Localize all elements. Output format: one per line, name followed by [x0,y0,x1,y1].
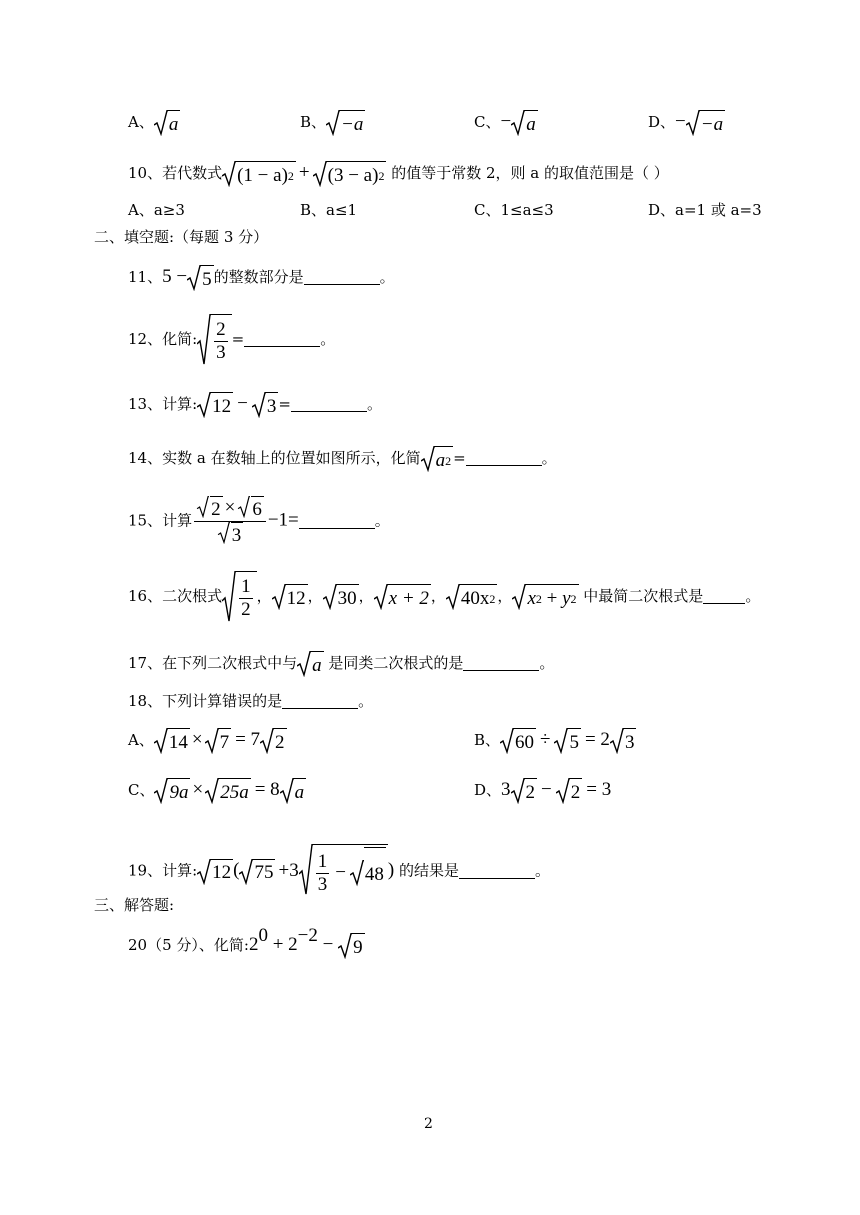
radical-sign-icon [421,446,435,472]
radical: (1 − a) 2 [222,161,296,187]
radical-sign-icon [154,110,168,136]
radical: a 2 [421,446,454,472]
radical-sign-icon [556,778,570,804]
radical: 3 [217,522,244,547]
radical-sign-icon [154,778,168,804]
radical: −a [686,110,725,136]
section-2-title: 二、填空题:（每题 3 分） [94,228,269,246]
radical-sign-icon [374,584,388,610]
radical-sign-icon [299,844,313,896]
radical-sign-icon [272,584,286,610]
radical-sign-icon [280,778,294,804]
question-18: 18、下列计算错误的是 。 [128,692,374,710]
page-number: 2 [424,1116,433,1132]
question-10: 10、若代数式 (1 − a) 2 + (3 − a) 2 的值等于常数 2，则 a 的取值范围是（ ） [128,162,669,186]
radical: 7 [205,728,232,754]
radical: 48 [350,847,386,899]
radical-sign-icon [222,161,236,187]
radical-sign-icon [252,392,266,418]
section-3-title: 三、解答题: [94,896,175,914]
question-20: 20（5 分）、化简$:2^0 + 2^{-2}$ − 9 [128,925,363,958]
radical-sign-icon [610,728,624,754]
radical: 40x 2 [446,584,498,610]
radical: $\frac{2}{3}$ [197,314,232,366]
radical-sign-icon [154,728,168,754]
radical: 12 [197,392,233,418]
question-19: 19、计算: 12 ( 75 +3 $\frac{1}{3}$ − 48 ) 的结果是 。 [128,844,550,899]
radical: 3 [610,728,637,754]
radical: 9 [338,933,365,959]
q10-option-a: A、a≥3 [128,201,185,219]
q18-option-d: D、3 2 − 2 = 3 [474,779,612,803]
q18-option-c: C、 9a × 25a = 8 a [128,779,305,803]
q10-option-d: D、a=1 或 a=3 [648,201,762,219]
radical: 2 [196,496,223,521]
question-17: 17、在下列二次根式中与 a 是同类二次根式的是 。 [128,651,554,677]
q9-option-c: C、− a [474,111,536,135]
q9-option-d: D、− −a [648,111,724,135]
q9-option-b: B、 −a [300,110,365,136]
radical: 9a [154,778,190,804]
radical: 3 [252,392,279,418]
q10-option-c: C、1≤a≤3 [474,201,554,219]
answer-blank[interactable] [304,266,380,285]
radical: 60 [500,728,536,754]
radical-sign-icon [500,728,514,754]
radical: 12 [197,859,233,885]
radical-sign-icon [686,110,700,136]
radical: 30 [323,584,359,610]
radical: a [154,110,181,136]
radical-sign-icon [197,314,211,366]
answer-blank[interactable] [703,585,745,604]
radical: $\frac{1}{2}$ [222,571,257,623]
fraction: 2 × 6 3 [194,496,266,547]
radical: −a [326,110,365,136]
radical-sign-icon [297,651,311,677]
radical-sign-icon [350,847,364,899]
answer-blank[interactable] [466,447,542,466]
radical-sign-icon [313,161,327,187]
radical: 2 [556,778,583,804]
radical: 6 [237,496,264,521]
radical-sign-icon [239,859,253,885]
answer-blank[interactable] [282,690,358,709]
radical-sign-icon [217,522,231,544]
answer-blank[interactable] [291,393,367,412]
q10-option-b: B、a≤1 [300,201,358,219]
radical: 14 [154,728,190,754]
radical-sign-icon [446,584,460,610]
q9-option-a: A、 a [128,110,180,136]
q18-option-b: B、 60 ÷ 5 = 2 3 [474,729,635,753]
radical: 2 [260,728,287,754]
radical-sign-icon [326,110,340,136]
radical: a [511,110,538,136]
radical-sign-icon [196,496,210,518]
radical-sign-icon [197,859,211,885]
radical: 12 [272,584,308,610]
radical: 2 [511,778,538,804]
radical-sign-icon [512,584,526,610]
question-12: 12、化简: $\frac{2}{3}$ = 。 [128,314,335,366]
radical-sign-icon [197,392,211,418]
question-13: 13、计算: 12 − 3 = 。 [128,393,382,417]
radical: 5 [187,265,214,291]
radical-sign-icon [323,584,337,610]
q18-option-a: A、 14 × 7 = 7 2 [128,729,285,753]
answer-blank[interactable] [299,510,375,529]
question-15: 15、计算 2 × 6 3 −1= 。 [128,496,390,546]
question-14: 14、实数 a 在数轴上的位置如图所示，化简 a 2 = 。 [128,446,557,472]
question-16: 16、二次根式 $\frac{1}{2}$ ， 12 ， 30 ， x + 2 ， 40x 2 ， x 2 + y 2 中最简二次根式是 。 [128,571,760,623]
radical: 5 [554,728,581,754]
radical-sign-icon [554,728,568,754]
radical-sign-icon [205,778,219,804]
radical: 25a [205,778,251,804]
answer-blank[interactable] [463,652,539,671]
radical-sign-icon [511,778,525,804]
radical-sign-icon [237,496,251,518]
radical: $\frac{1}{3}$ − 48 [299,844,388,899]
radical-sign-icon [260,728,274,754]
radical: 75 [239,859,275,885]
radical-sign-icon [205,728,219,754]
answer-blank[interactable] [459,860,535,879]
radical: x + 2 [374,584,431,610]
radical: (3 − a) 2 [313,161,387,187]
answer-blank[interactable] [244,328,320,347]
radical: x 2 + y 2 [512,584,578,610]
question-11: 11、5 − 5 的整数部分是 。 [128,266,395,290]
radical-sign-icon [222,571,236,623]
radical-sign-icon [187,265,201,291]
radical: a [280,778,307,804]
radical-sign-icon [338,933,352,959]
radical: a [297,651,324,677]
radical-sign-icon [511,110,525,136]
